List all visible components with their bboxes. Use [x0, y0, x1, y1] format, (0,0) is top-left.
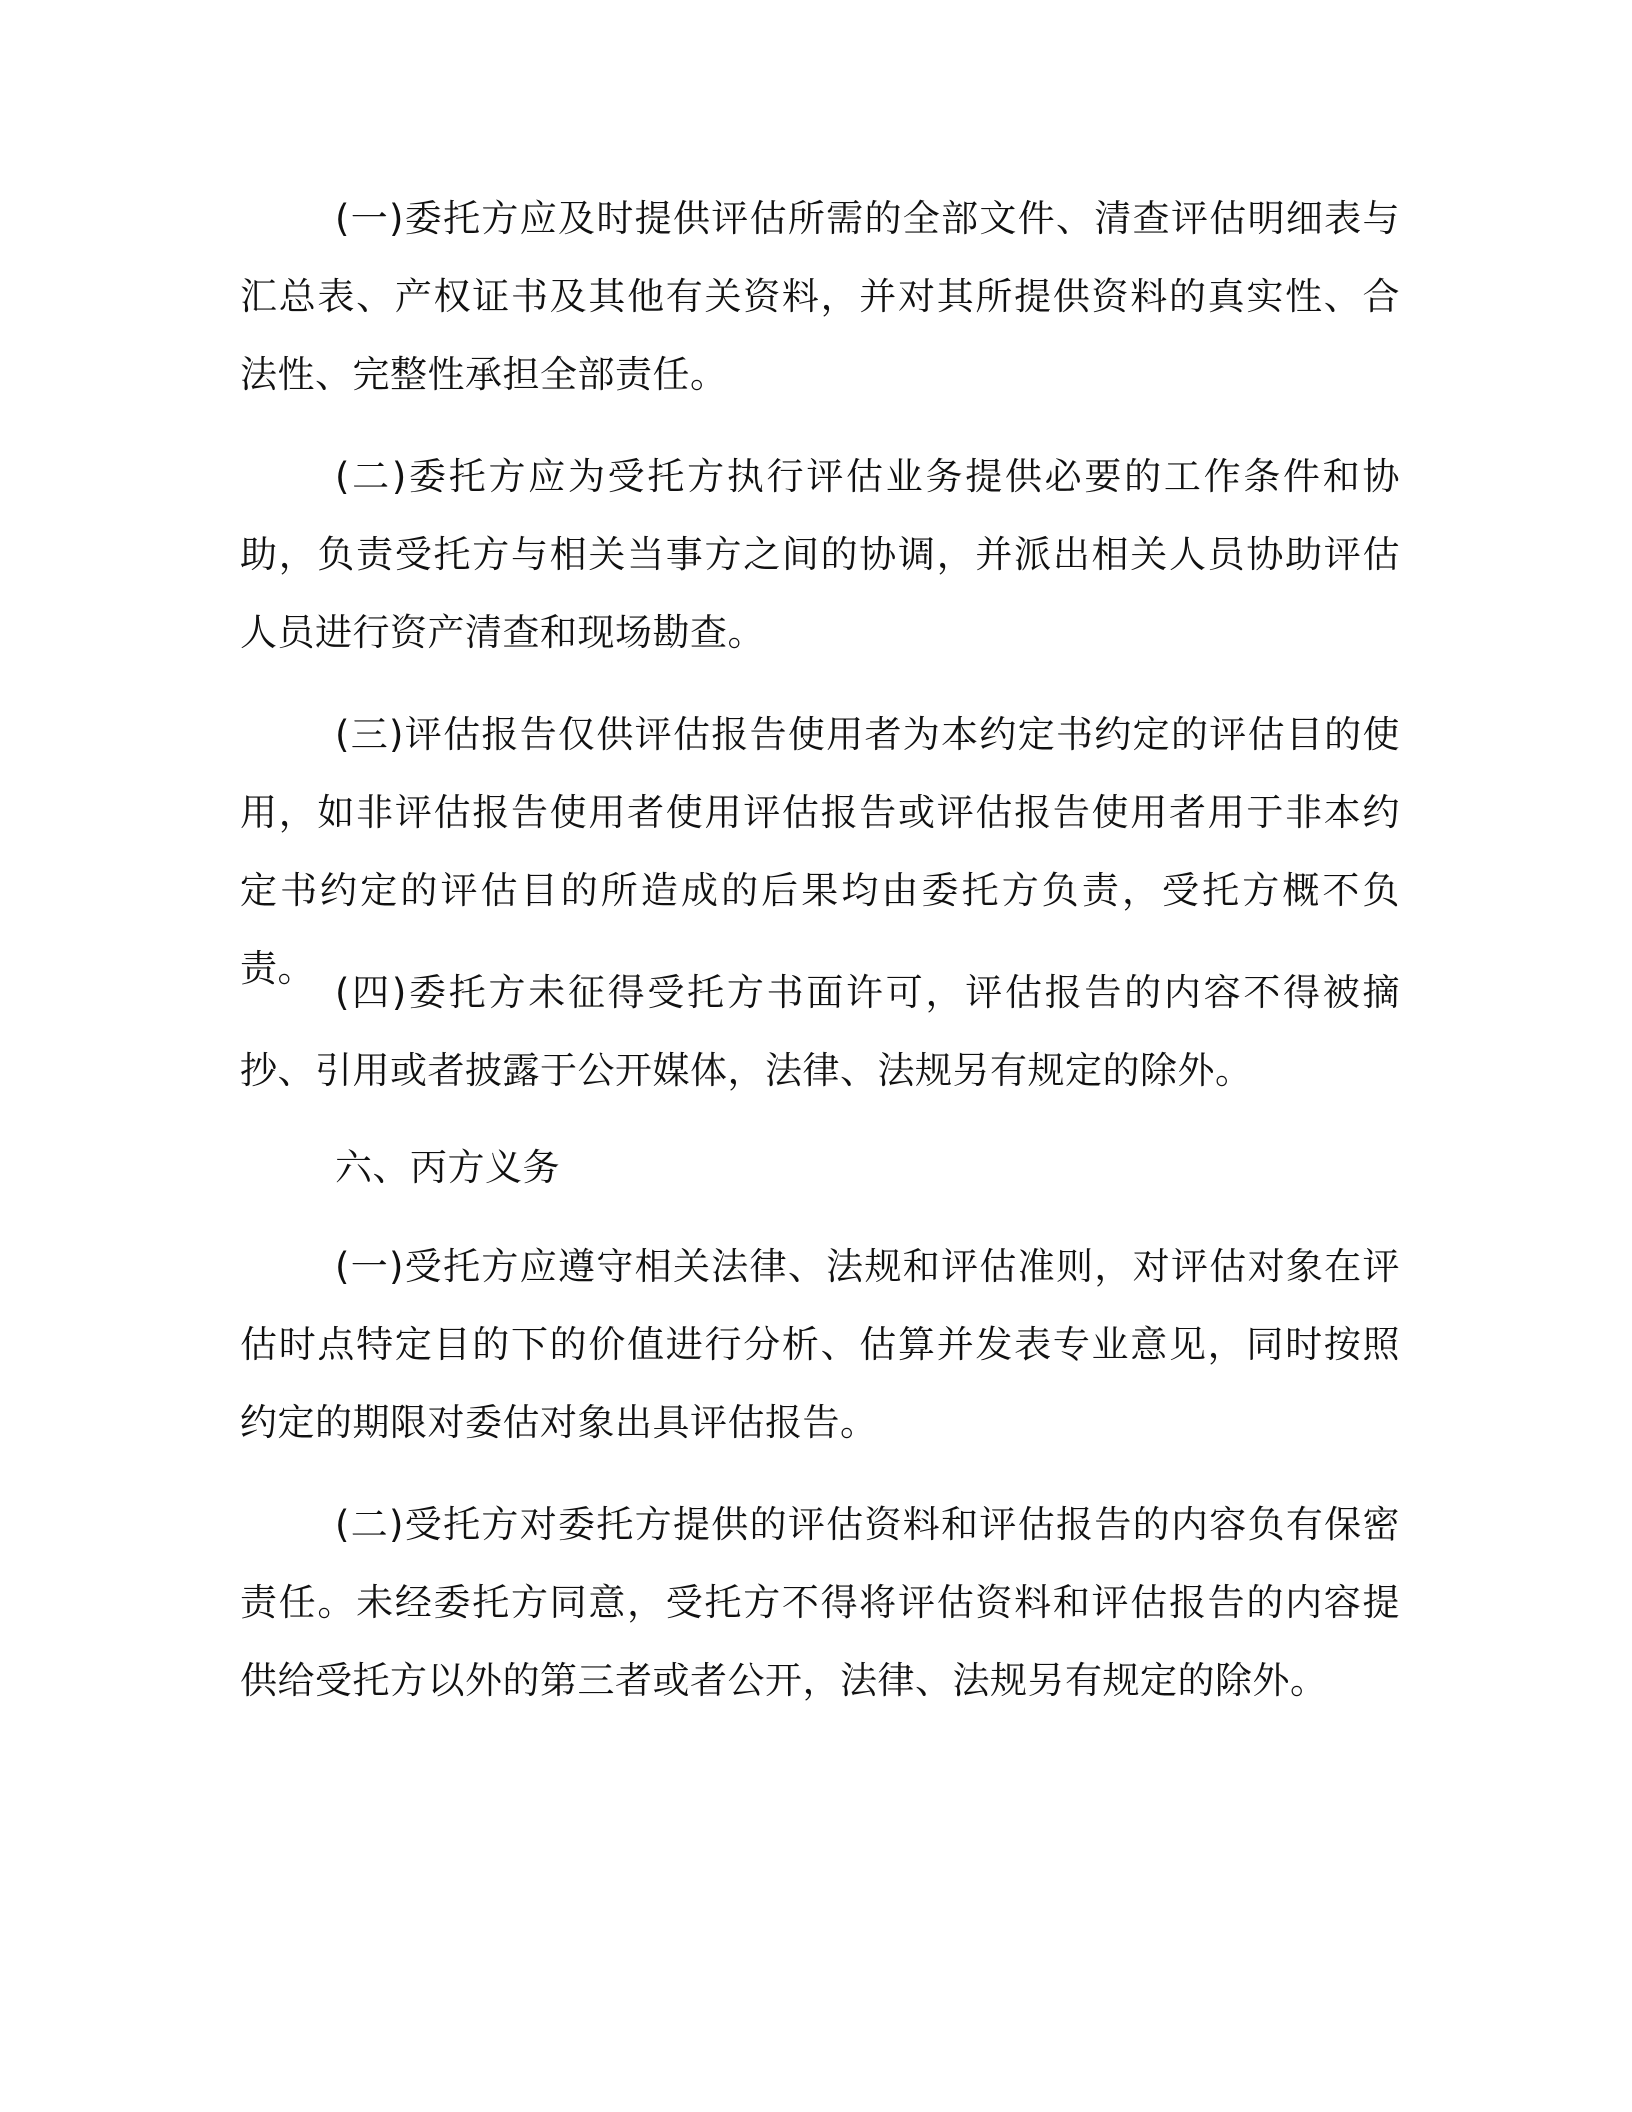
section-paragraph-2: (二)受托方对委托方提供的评估资料和评估报告的内容负有保密责任。未经委托方同意，受托方不得将评估资料和评估报告的内容提供给受托方以外的第三者或者公开，法律、法规另有规定的除外。	[240, 1503, 1400, 1702]
section-heading: 六、丙方义务	[335, 1146, 560, 1189]
paragraph-2: (二)委托方应为受托方执行评估业务提供必要的工作条件和协助，负责受托方与相关当事方之间的协调，并派出相关人员协助评估人员进行资产清查和现场勘查。	[240, 455, 1400, 654]
section-paragraph-1: (一)受托方应遵守相关法律、法规和评估准则，对评估对象在评估时点特定目的下的价值进行分析、估算并发表专业意见，同时按照约定的期限对委估对象出具评估报告。	[240, 1245, 1400, 1444]
paragraph-1: (一)委托方应及时提供评估所需的全部文件、清查评估明细表与汇总表、产权证书及其他有关资料，并对其所提供资料的真实性、合法性、完整性承担全部责任。	[240, 197, 1400, 396]
paragraph-3: (三)评估报告仅供评估报告使用者为本约定书约定的评估目的使用，如非评估报告使用者使用评估报告或评估报告使用者用于非本约定书约定的评估目的所造成的后果均由委托方负责，受托方概不负责。	[240, 713, 1400, 990]
paragraph-4: (四)委托方未征得受托方书面许可，评估报告的内容不得被摘抄、引用或者披露于公开媒体，法律、法规另有规定的除外。	[240, 971, 1400, 1092]
